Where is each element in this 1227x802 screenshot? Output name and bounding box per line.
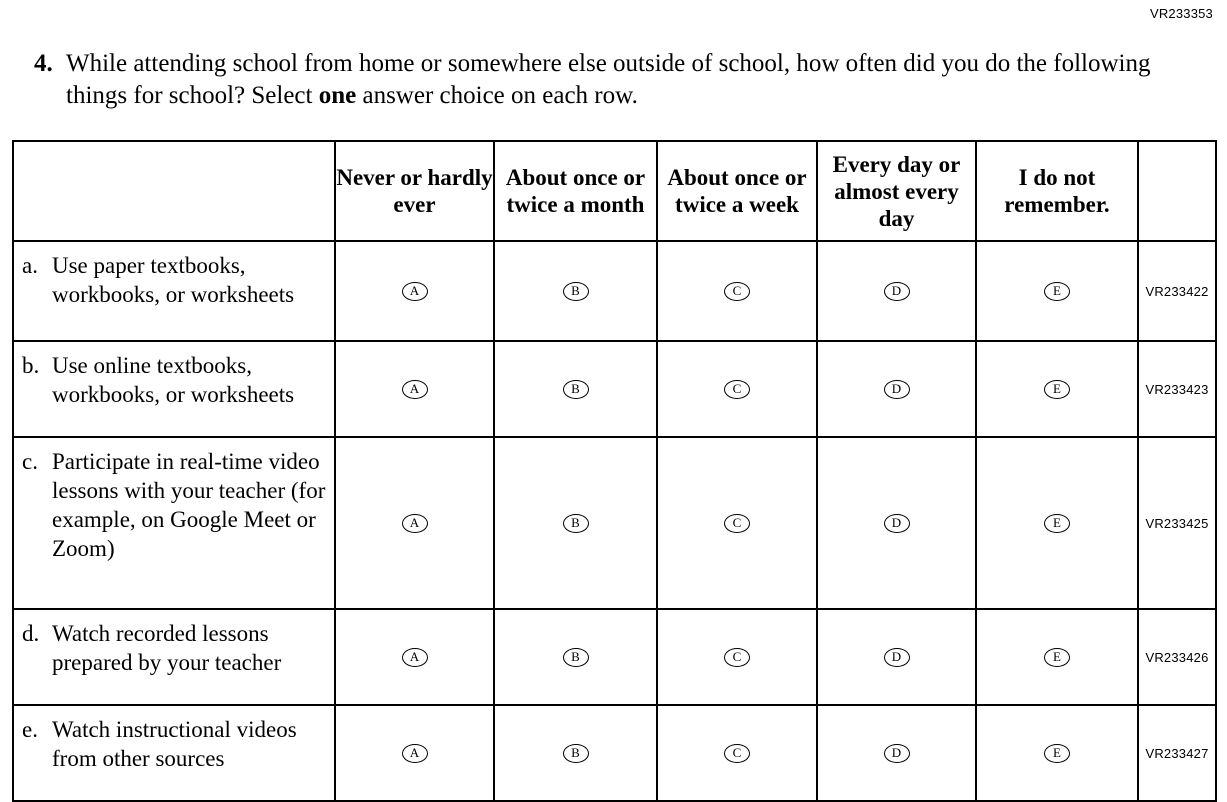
bubble-option-d[interactable]: D: [884, 282, 910, 301]
question-number: 4.: [34, 50, 53, 77]
table-row: [13, 341, 1216, 437]
option-cell-c-3[interactable]: [657, 437, 817, 609]
option-cell-c-1[interactable]: [335, 437, 494, 609]
row-letter-d: d.: [22, 621, 40, 646]
question-text-part2: answer choice on each row.: [356, 82, 638, 109]
row-code-c: VR233425: [1138, 437, 1216, 609]
option-cell-a-5[interactable]: [976, 241, 1138, 341]
row-stem-d: [13, 609, 335, 705]
bubble-option-c[interactable]: C: [724, 514, 750, 533]
response-matrix-table: [12, 140, 1217, 802]
column-header-i-do-not-remember: I do not remember.: [976, 141, 1138, 241]
option-cell-e-5[interactable]: [976, 705, 1138, 801]
bubble-option-e[interactable]: E: [1044, 514, 1070, 533]
bubble-option-b[interactable]: B: [563, 648, 589, 667]
bubble-option-b[interactable]: B: [563, 514, 589, 533]
row-stem-a: [13, 241, 335, 341]
bubble-option-a[interactable]: A: [402, 282, 428, 301]
bubble-option-b[interactable]: B: [563, 744, 589, 763]
option-cell-b-2[interactable]: [494, 341, 657, 437]
matrix-body: [13, 241, 1216, 801]
option-cell-d-3[interactable]: [657, 609, 817, 705]
bubble-option-d[interactable]: D: [884, 380, 910, 399]
option-cell-c-2[interactable]: [494, 437, 657, 609]
row-letter-c: c.: [22, 449, 38, 474]
matrix-table-wrapper: [12, 140, 1215, 802]
bubble-option-d[interactable]: D: [884, 648, 910, 667]
bubble-option-b[interactable]: B: [563, 380, 589, 399]
row-label-b: Use online textbooks, workbooks, or worksheets: [52, 353, 295, 407]
column-header-never-or-hardly-ever: Never or hardly ever: [335, 141, 494, 241]
row-label-d: Watch recorded lessons prepared by your teacher: [52, 621, 282, 675]
table-row: [13, 241, 1216, 341]
bubble-option-e[interactable]: E: [1044, 380, 1070, 399]
row-code-d: VR233426: [1138, 609, 1216, 705]
bubble-option-c[interactable]: C: [724, 380, 750, 399]
matrix-header: [13, 141, 1216, 241]
bubble-option-a[interactable]: A: [402, 744, 428, 763]
question-text: [66, 48, 1154, 112]
option-cell-e-4[interactable]: [817, 705, 976, 801]
row-label-c: Participate in real-time video lessons with your teacher (for example, on Google Meet or Zoom): [52, 449, 326, 561]
bubble-option-a[interactable]: A: [402, 648, 428, 667]
option-cell-b-5[interactable]: [976, 341, 1138, 437]
option-cell-d-1[interactable]: [335, 609, 494, 705]
bubble-option-c[interactable]: C: [724, 744, 750, 763]
bubble-option-c[interactable]: C: [724, 648, 750, 667]
column-header-about-once-or-twice-a-month: About once or twice a month: [494, 141, 657, 241]
column-header-about-once-or-twice-a-week: About once or twice a week: [657, 141, 817, 241]
bubble-option-a[interactable]: A: [402, 380, 428, 399]
bubble-option-c[interactable]: C: [724, 282, 750, 301]
question-text-emphasis: one: [318, 82, 357, 109]
option-cell-c-4[interactable]: [817, 437, 976, 609]
bubble-option-e[interactable]: E: [1044, 648, 1070, 667]
option-cell-e-3[interactable]: [657, 705, 817, 801]
option-cell-b-1[interactable]: [335, 341, 494, 437]
row-letter-a: a.: [22, 253, 38, 278]
page-code: VR233353: [1149, 6, 1213, 21]
row-stem-c: [13, 437, 335, 609]
table-row: [13, 437, 1216, 609]
matrix-header-row: [13, 141, 1216, 241]
row-code-a: VR233422: [1138, 241, 1216, 341]
question-text-part1: While attending school from home or somewhere else outside of school, how often did you do the following things for school? Select: [66, 50, 1151, 109]
option-cell-a-3[interactable]: [657, 241, 817, 341]
bubble-option-e[interactable]: E: [1044, 744, 1070, 763]
table-row: [13, 705, 1216, 801]
row-code-b: VR233423: [1138, 341, 1216, 437]
row-label-e: Watch instructional videos from other sources: [52, 717, 297, 771]
bubble-option-d[interactable]: D: [884, 514, 910, 533]
row-letter-e: e.: [22, 717, 38, 742]
option-cell-d-5[interactable]: [976, 609, 1138, 705]
option-cell-c-5[interactable]: [976, 437, 1138, 609]
option-cell-e-1[interactable]: [335, 705, 494, 801]
question-block: [34, 48, 1154, 112]
option-cell-a-1[interactable]: [335, 241, 494, 341]
row-stem-b: [13, 341, 335, 437]
row-letter-b: b.: [22, 353, 40, 378]
option-cell-d-2[interactable]: [494, 609, 657, 705]
row-code-e: VR233427: [1138, 705, 1216, 801]
column-header-code: [1138, 141, 1216, 241]
bubble-option-b[interactable]: B: [563, 282, 589, 301]
option-cell-a-2[interactable]: [494, 241, 657, 341]
bubble-option-a[interactable]: A: [402, 514, 428, 533]
option-cell-e-2[interactable]: [494, 705, 657, 801]
bubble-option-e[interactable]: E: [1044, 282, 1070, 301]
column-header-stem: [13, 141, 335, 241]
row-label-a: Use paper textbooks, workbooks, or worksheets: [52, 253, 295, 307]
option-cell-b-4[interactable]: [817, 341, 976, 437]
column-header-every-day-or-almost-every-day: Every day or almost every day: [817, 141, 976, 241]
option-cell-a-4[interactable]: [817, 241, 976, 341]
bubble-option-d[interactable]: D: [884, 744, 910, 763]
option-cell-d-4[interactable]: [817, 609, 976, 705]
row-stem-e: [13, 705, 335, 801]
table-row: [13, 609, 1216, 705]
option-cell-b-3[interactable]: [657, 341, 817, 437]
